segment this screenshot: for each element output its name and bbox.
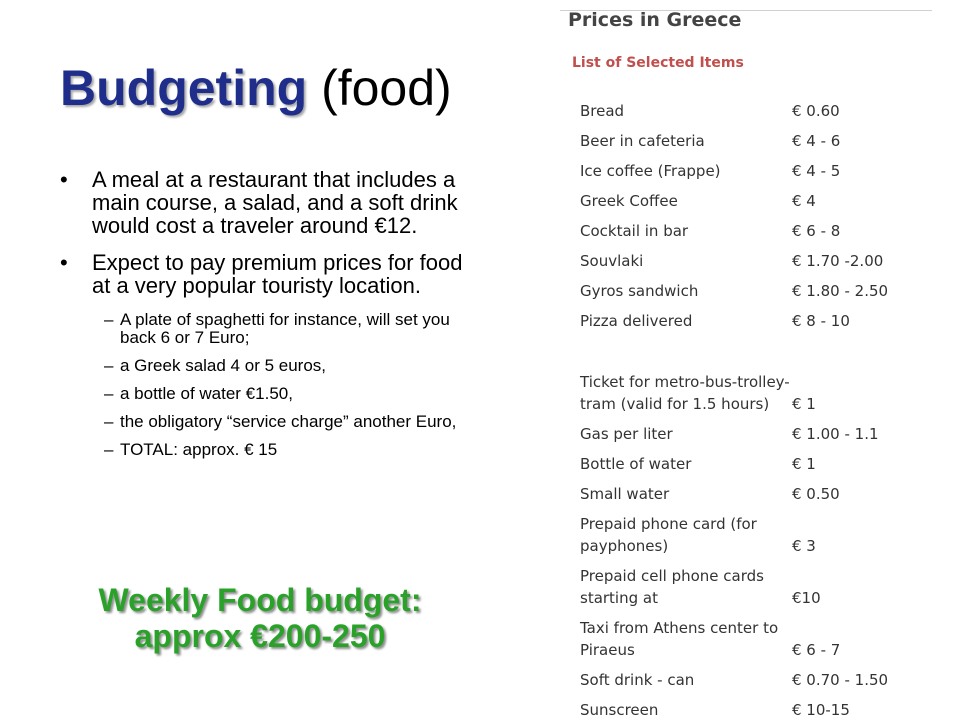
table-row bbox=[560, 182, 932, 212]
table-row bbox=[560, 272, 932, 302]
row-item: Bottle of water bbox=[580, 455, 692, 473]
bullet-text: Expect to pay premium prices for food at a very popular touristy location. bbox=[92, 250, 463, 298]
table-row bbox=[560, 332, 932, 415]
sub-bullet-item: – TOTAL: approx. € 15 bbox=[104, 440, 278, 459]
row-price: € 0.50 bbox=[792, 485, 840, 503]
price-table-image bbox=[560, 0, 932, 720]
table-row bbox=[560, 475, 932, 505]
row-price: € 1.70 -2.00 bbox=[792, 252, 884, 270]
bullet-text: A meal at a restaurant that includes a main course, a salad, and a soft drink would cost a traveler around €12. bbox=[92, 167, 458, 238]
table-row bbox=[560, 242, 932, 272]
row-item: Gas per liter bbox=[580, 425, 673, 443]
row-price: € 6 - 8 bbox=[792, 222, 841, 240]
row-item: Ice coffee (Frappe) bbox=[580, 162, 721, 180]
row-price: € 1.00 - 1.1 bbox=[792, 425, 879, 443]
sub-bullet-item: – A plate of spaghetti for instance, will set you back 6 or 7 Euro; bbox=[104, 310, 450, 347]
table-row bbox=[560, 505, 932, 557]
row-item: Cocktail in bar bbox=[580, 222, 689, 240]
row-price: € 0.70 - 1.50 bbox=[792, 671, 889, 689]
table-title: Prices in Greece bbox=[568, 9, 742, 31]
row-price: € 10-15 bbox=[792, 701, 850, 719]
table-row bbox=[560, 557, 932, 609]
row-item: Pizza delivered bbox=[580, 312, 693, 330]
row-item: Small water bbox=[580, 485, 670, 503]
title-rest: (food) bbox=[307, 60, 452, 116]
row-price: € 1 bbox=[792, 455, 816, 473]
sub-bullet-text: A plate of spaghetti for instance, will set you back 6 or 7 Euro; bbox=[120, 310, 450, 347]
weekly-budget-callout bbox=[40, 582, 480, 654]
weekly-budget-line1: Weekly Food budget: bbox=[98, 582, 422, 618]
bullet-list bbox=[60, 168, 480, 469]
sub-bullet-text: a Greek salad 4 or 5 euros, bbox=[120, 356, 327, 375]
row-item: Souvlaki bbox=[580, 252, 644, 270]
table-row bbox=[560, 661, 932, 691]
row-item: Beer in cafeteria bbox=[580, 132, 705, 150]
table-row bbox=[560, 122, 932, 152]
row-item: Greek Coffee bbox=[580, 192, 678, 210]
table-row bbox=[560, 212, 932, 242]
sub-bullet-text: a bottle of water €1.50, bbox=[120, 384, 293, 403]
sub-bullet-item: – a bottle of water €1.50, bbox=[104, 384, 293, 403]
row-price: € 1.80 - 2.50 bbox=[792, 282, 889, 300]
slide-title bbox=[60, 58, 452, 118]
table-row bbox=[560, 691, 932, 721]
row-item: Gyros sandwich bbox=[580, 282, 699, 300]
table-row bbox=[560, 152, 932, 182]
row-item: Soft drink - can bbox=[580, 671, 695, 689]
row-price: € 0.60 bbox=[792, 102, 840, 120]
table-row bbox=[560, 609, 932, 661]
row-price: € 4 bbox=[792, 192, 816, 210]
row-price: €10 bbox=[792, 589, 821, 607]
table-row bbox=[560, 302, 932, 332]
row-price: € 8 - 10 bbox=[792, 312, 850, 330]
table-row bbox=[560, 445, 932, 475]
row-item: Prepaid phone card (for payphones) bbox=[580, 515, 757, 555]
row-item: Sunscreen bbox=[580, 701, 659, 719]
row-price: € 3 bbox=[792, 537, 816, 555]
sub-bullet-text: TOTAL: approx. € 15 bbox=[120, 440, 278, 459]
title-strong: Budgeting bbox=[60, 60, 308, 116]
bullet-item: • A meal at a restaurant that includes a main course, a salad, and a soft drink would cost a traveler around €12. bbox=[60, 167, 458, 238]
sub-bullet-item: – the obligatory “service charge” another Euro, bbox=[104, 412, 457, 431]
weekly-budget-line2: approx €200-250 bbox=[134, 618, 386, 654]
table-row bbox=[560, 415, 932, 445]
row-price: € 4 - 6 bbox=[792, 132, 841, 150]
price-rows bbox=[560, 92, 932, 721]
row-item: Ticket for metro-bus-trolley-tram (valid for 1.5 hours) bbox=[580, 373, 790, 413]
table-row bbox=[560, 92, 932, 122]
row-item: Bread bbox=[580, 102, 625, 120]
row-price: € 6 - 7 bbox=[792, 641, 841, 659]
row-price: € 1 bbox=[792, 395, 816, 413]
row-item: Prepaid cell phone cards starting at bbox=[580, 567, 764, 607]
table-subtitle: List of Selected Items bbox=[572, 55, 744, 71]
sub-bullet-text: the obligatory “service charge” another Euro, bbox=[120, 412, 457, 431]
row-item: Taxi from Athens center to Piraeus bbox=[580, 619, 779, 659]
bullet-item: • Expect to pay premium prices for food at a very popular touristy location. bbox=[60, 250, 463, 298]
sub-bullet-item: – a Greek salad 4 or 5 euros, bbox=[104, 356, 327, 375]
row-price: € 4 - 5 bbox=[792, 162, 841, 180]
